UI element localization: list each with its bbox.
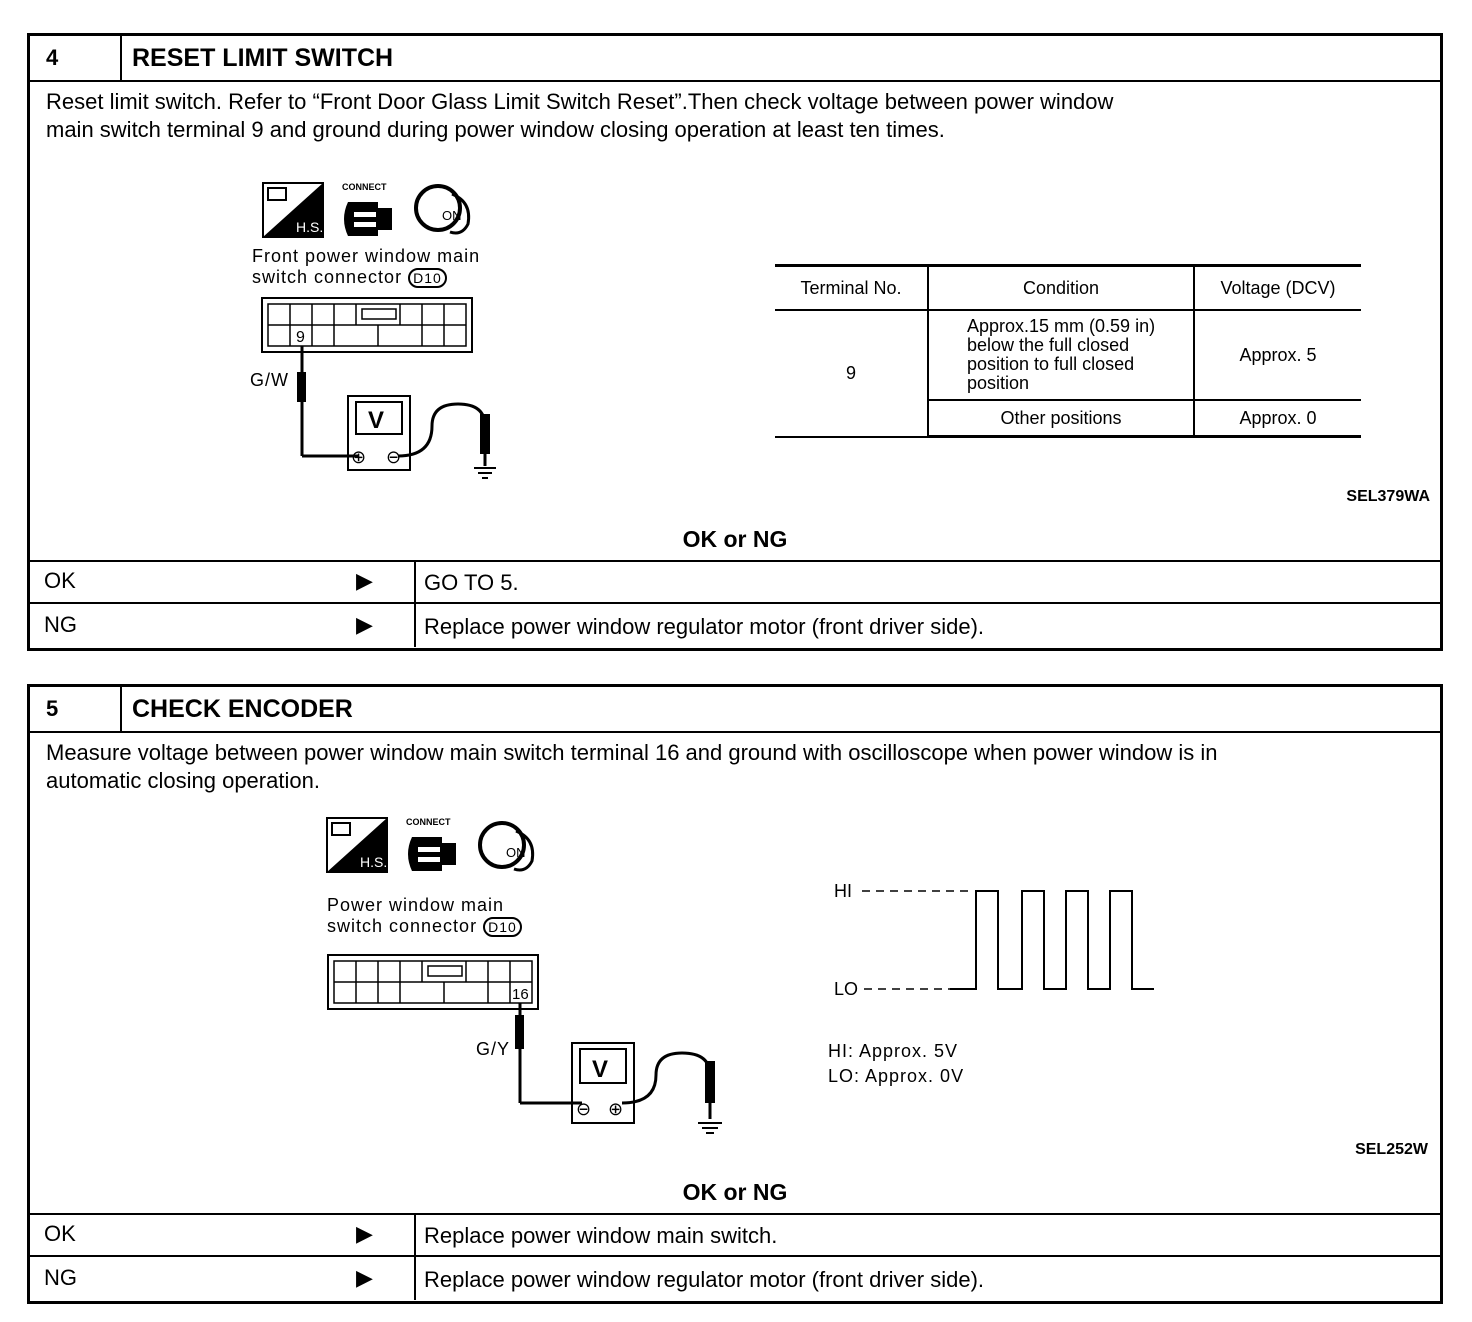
connect-icon-label: CONNECT — [406, 817, 451, 827]
step-4-header — [30, 36, 1440, 82]
connect-icon — [402, 829, 468, 879]
connector-label: Power window main switch connector D10 — [327, 895, 522, 937]
svg-text:ON: ON — [506, 845, 526, 860]
voltage-spec-table — [775, 264, 1361, 438]
voltmeter-label: V — [368, 407, 385, 434]
ignition-key-icon — [412, 182, 476, 240]
lo-value-text: LO: Approx. 0V — [828, 1066, 965, 1086]
svg-text:ON: ON — [442, 208, 462, 223]
step-4-panel — [27, 33, 1443, 651]
instruction-text: Reset limit switch. Refer to “Front Door Glass Limit Switch Reset”.Then check voltage between power window main switch terminal 9 and ground during power window closing operation at least ten times. — [46, 89, 1114, 142]
table-header: Condition — [928, 266, 1194, 311]
svg-text:H.S.: H.S. — [360, 854, 388, 870]
arrow-right-icon: ▶ — [356, 612, 373, 637]
arrow-right-icon: ▶ — [356, 1265, 373, 1290]
connector-circuit-diagram — [326, 953, 746, 1153]
arrow-right-icon: ▶ — [356, 1221, 373, 1246]
voltmeter-label: V — [592, 1056, 609, 1083]
figure-reference-code: SEL252W — [1355, 1141, 1428, 1158]
table-cell-condition: Approx.15 mm (0.59 in) below the full closed position to full closed position — [928, 310, 1194, 400]
connector-label: Front power window main switch connector D10 — [252, 246, 481, 287]
step-5-panel — [27, 684, 1443, 1304]
ignition-key-icon — [476, 819, 540, 877]
connect-icon — [338, 194, 404, 244]
result-row-ng: NG ▶ Replace power window regulator motor (front driver side). — [30, 602, 1440, 647]
connector-id-badge: D10 — [408, 268, 447, 288]
table-header: Terminal No. — [775, 266, 928, 311]
hi-value-text: HI: Approx. 5V — [828, 1041, 959, 1061]
svg-text:H.S.: H.S. — [296, 219, 324, 235]
terminal-label: 9 — [296, 329, 305, 346]
step-number: 4 — [30, 36, 122, 80]
table-cell-voltage: Approx. 0 — [1194, 400, 1361, 437]
svg-text:⊖: ⊖ — [386, 447, 402, 468]
table-header: Voltage (DCV) — [1194, 266, 1361, 311]
connect-icon-label: CONNECT — [342, 182, 387, 192]
result-row-ng: NG ▶ Replace power window regulator motor (front driver side). — [30, 1255, 1440, 1300]
table-cell-terminal: 9 — [775, 310, 928, 437]
step-number: 5 — [30, 687, 122, 731]
result-row-ok: OK ▶ GO TO 5. — [30, 560, 1440, 604]
instruction-text: Measure voltage between power window main switch terminal 16 and ground with oscilloscope when power window is in automatic closing operation. — [46, 740, 1218, 793]
wire-color-label: G/W — [250, 370, 289, 390]
svg-text:⊕: ⊕ — [351, 447, 367, 468]
terminal-label: 16 — [512, 986, 529, 1003]
step-5-header — [30, 687, 1440, 733]
ok-or-ng-label: OK or NG — [682, 1179, 788, 1205]
step-title: CHECK ENCODER — [132, 695, 353, 723]
result-row-ok: OK ▶ Replace power window main switch. — [30, 1213, 1440, 1257]
svg-text:⊖: ⊖ — [576, 1099, 592, 1120]
table-cell-voltage: Approx. 5 — [1194, 310, 1361, 400]
ok-or-ng-label: OK or NG — [682, 526, 788, 552]
figure-reference-code: SEL379WA — [1346, 488, 1430, 505]
connector-circuit-diagram — [240, 296, 510, 496]
waveform-lo-label: LO — [834, 979, 859, 999]
step-title: RESET LIMIT SWITCH — [132, 44, 394, 72]
wire-color-label: G/Y — [476, 1039, 511, 1059]
harness-symbol-icon — [326, 817, 388, 873]
arrow-right-icon: ▶ — [356, 568, 373, 593]
harness-symbol-icon — [262, 182, 324, 238]
waveform-hi-label: HI — [834, 881, 852, 901]
connector-id-badge: D10 — [483, 917, 522, 937]
table-cell-condition: Other positions — [928, 400, 1194, 437]
encoder-waveform — [860, 883, 1160, 995]
svg-text:⊕: ⊕ — [608, 1099, 624, 1120]
